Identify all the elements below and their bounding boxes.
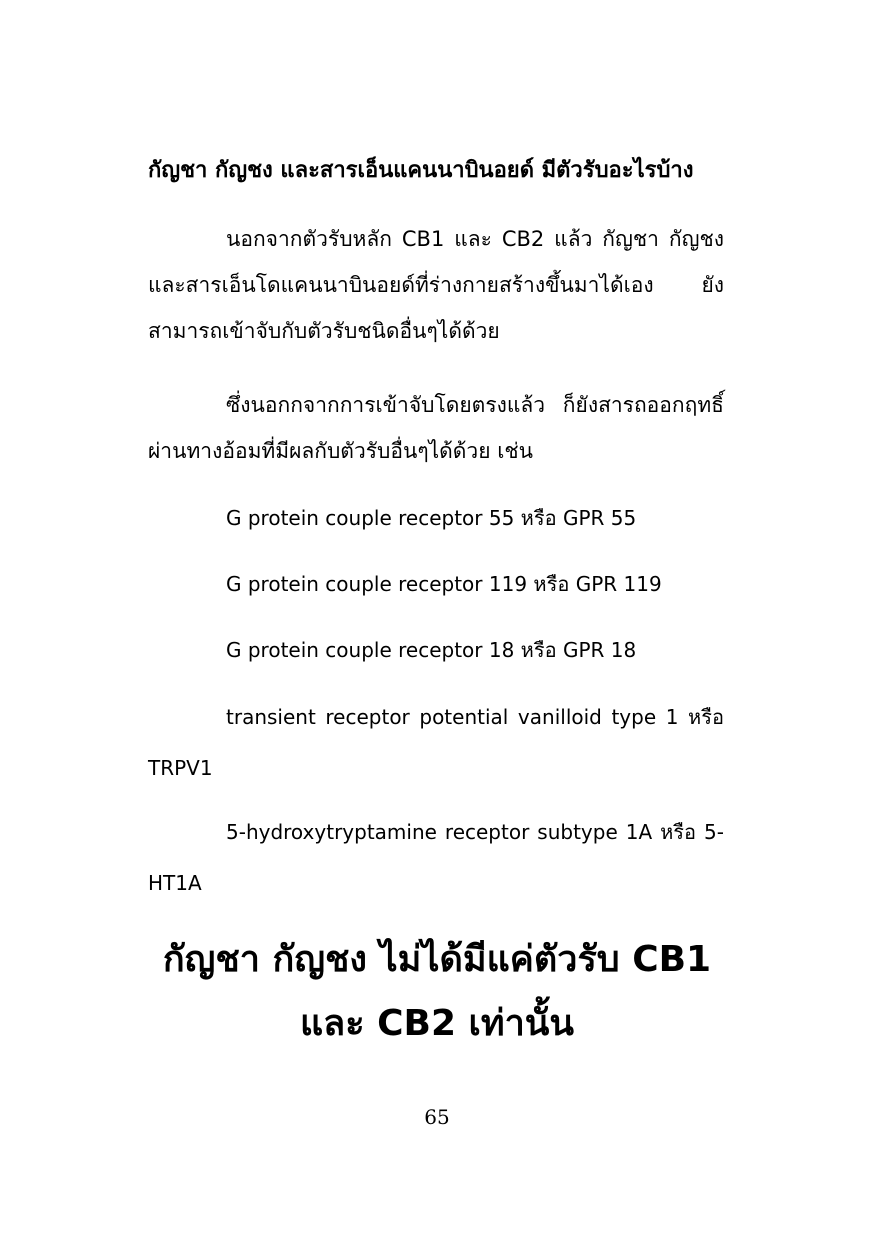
callout-title: [100, 928, 774, 1056]
section-heading: กัญชา กัญชง และสารเอ็นแคนนาบินอยด์ มีตัวรับอะไรบ้าง: [148, 158, 694, 183]
receptor-item-trpv1: transient receptor potential vanilloid type 1 หรือ TRPV1: [148, 705, 724, 780]
callout-title-line-1: กัญชา กัญชง ไม่ได้มีแค่ตัวรับ CB1: [162, 939, 712, 980]
receptor-item-gpr119: G protein couple receptor 119 หรือ GPR 119: [226, 572, 662, 596]
page-number: 65: [424, 1105, 450, 1129]
paragraph-receptors-intro: นอกจากตัวรับหลัก CB1 และ CB2 แล้ว กัญชา กัญชง และสารเอ็นโดแคนนาบินอยด์ที่ร่างกายสร้างขึ้นมาได้เอง ยังสามารถเข้าจับกับตัวรับชนิดอื่นๆได้ด้วย: [148, 227, 724, 343]
callout-title-line-2: และ CB2 เท่านั้น: [299, 1003, 575, 1044]
receptor-item-5ht1a: 5-hydroxytryptamine receptor subtype 1A หรือ 5-HT1A: [148, 820, 724, 895]
paragraph-indirect-effects: ซึ่งนอกกจากการเข้าจับโดยตรงแล้ว ก็ยังสารถออกฤทธิ์ผ่านทางอ้อมที่มีผลกับตัวรับอื่นๆได้ด้วย เช่น: [148, 393, 724, 463]
receptor-item-gpr55: G protein couple receptor 55 หรือ GPR 55: [226, 506, 637, 530]
receptor-item-gpr18: G protein couple receptor 18 หรือ GPR 18: [226, 638, 637, 662]
